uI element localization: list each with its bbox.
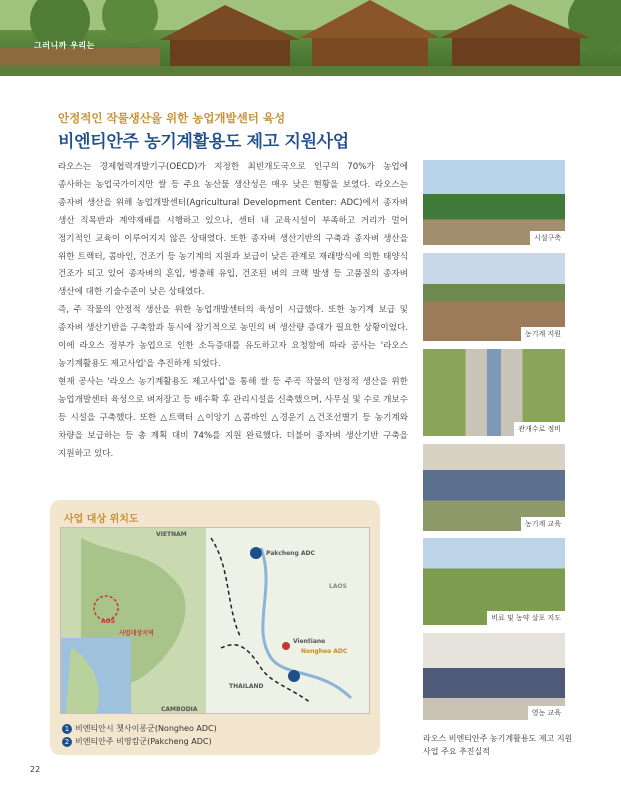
page-number: 22 — [30, 765, 41, 774]
location-map-box — [50, 500, 380, 755]
paragraph: 현재 공사는 '라오스 농기계활용도 제고사업'을 통해 쌀 등 주곡 작물의 안정적 생산을 위한 농업개발센터 육성으로 벼저장고 등 배수확 후 관리시설을 신축했으며, 사무실 및 수로 개보수 등 시설을 구축했다. 또한 △트랙터 △이앙기 △콤바인 △경운기 △건조선별기 등 농기계와 차량을 보급하는 등 총 계획 대비 74%를 지원 완료했다. 더불어 종자벼 생산기반 구축을 지원하고 있다. — [58, 376, 408, 459]
map-label-pakcheng: Pakcheng ADC — [266, 550, 315, 557]
legend-number: 2 — [62, 737, 72, 747]
section-tag: 그러니까 우리는 — [34, 41, 95, 50]
paragraph: 라오스는 경제협력개발기구(OECD)가 지정한 최빈개도국으로 인구의 70%가 농업에 종사하는 농업국가이지만 쌀 등 주요 농산물 생산성은 매우 낮은 현황을 보였다. 라오스는 종자벼 생산을 위해 농업개발센터(Agricultural Development Center: ADC)에서 종자벼 생산 직목반과 계약재배를 시행하고 있으나, 센터 내 교육시설이 부족하고 거리가 멀어 정기적인 교육이 이루어지지 않은 상태였다. 또한 종자벼 생산기반의 구축과 종자벼 생산을 위한 트랙터, 콤바인, 건조기 등 농기계의 지원과 보급이 낮은 관계로 재래방식에 의한 태양식 건조가 되고 있어 종자벼의 혼입, 병충해 유입, 건조된 벼의 크랙 발생 등 고품질의 종자벼 생산에 대한 기술수준이 낮은 상태였다. — [58, 162, 408, 298]
photo-machinery-training — [423, 444, 565, 531]
banner-illustration — [0, 0, 621, 76]
map-label-cambodia: CAMBODIA — [161, 706, 198, 713]
photo-machinery — [423, 253, 565, 341]
map-label-vietnam: VIETNAM — [156, 531, 187, 538]
photo-caption: 비료 및 농약 살포 지도 — [487, 611, 565, 625]
article-title: 비엔티안주 농기계활용도 제고 지원사업 — [58, 132, 349, 152]
article-subtitle: 안정적인 작물생산을 위한 농업개발센터 육성 — [58, 111, 286, 125]
legend-text: 비엔티안시 쳇사이롱군(Nongheo ADC) — [75, 724, 217, 733]
location-map — [60, 527, 370, 714]
photo-caption: 시설구축 — [530, 231, 565, 245]
photo-facility — [423, 160, 565, 245]
map-label-aos: AOS — [101, 618, 116, 625]
legend-item — [62, 722, 217, 735]
photo-caption: 관개수로 정비 — [514, 422, 565, 436]
photo-irrigation — [423, 349, 565, 436]
map-label-nongheo: Nongheo ADC — [301, 648, 348, 655]
photo-caption: 농기계 교육 — [521, 517, 565, 531]
photo-column-caption: 라오스 비엔티안주 농기계활용도 제고 지원사업 주요 추진실적 — [423, 734, 573, 756]
map-legend — [62, 722, 217, 748]
article-body — [58, 159, 408, 463]
legend-item — [62, 735, 217, 748]
paragraph: 즉, 주 작물의 안정적 생산을 위한 농업개발센터의 육성이 시급했다. 또한 농기계 보급 및 종자벼 생산기반을 구축함과 동시에 장기적으로 농민의 벼 생산량 증대가 필요한 상황이었다. 이에 라오스 정부가 농업으로 인한 소득증대를 유도하고자 요청함에 따라 공사는 '라오스 농기계활용도 제고사업'을 추진하게 되었다. — [58, 305, 408, 369]
photo-fertilizer-guidance — [423, 538, 565, 625]
map-label-laos: LAOS — [329, 583, 347, 590]
map-title: 사업 대상 위치도 — [64, 514, 139, 525]
map-label-vientiane: Vientiane — [293, 638, 326, 645]
header-banner — [0, 0, 621, 76]
map-label-target-area: 사업대상지역 — [119, 630, 154, 637]
photo-caption: 영농 교육 — [528, 706, 565, 720]
map-label-thailand: THAILAND — [229, 683, 264, 690]
legend-number: 1 — [62, 724, 72, 734]
photo-farming-education — [423, 633, 565, 720]
legend-text: 비엔티안주 비영캄군(Pakcheng ADC) — [75, 737, 212, 746]
photo-caption: 농기계 지원 — [521, 327, 565, 341]
